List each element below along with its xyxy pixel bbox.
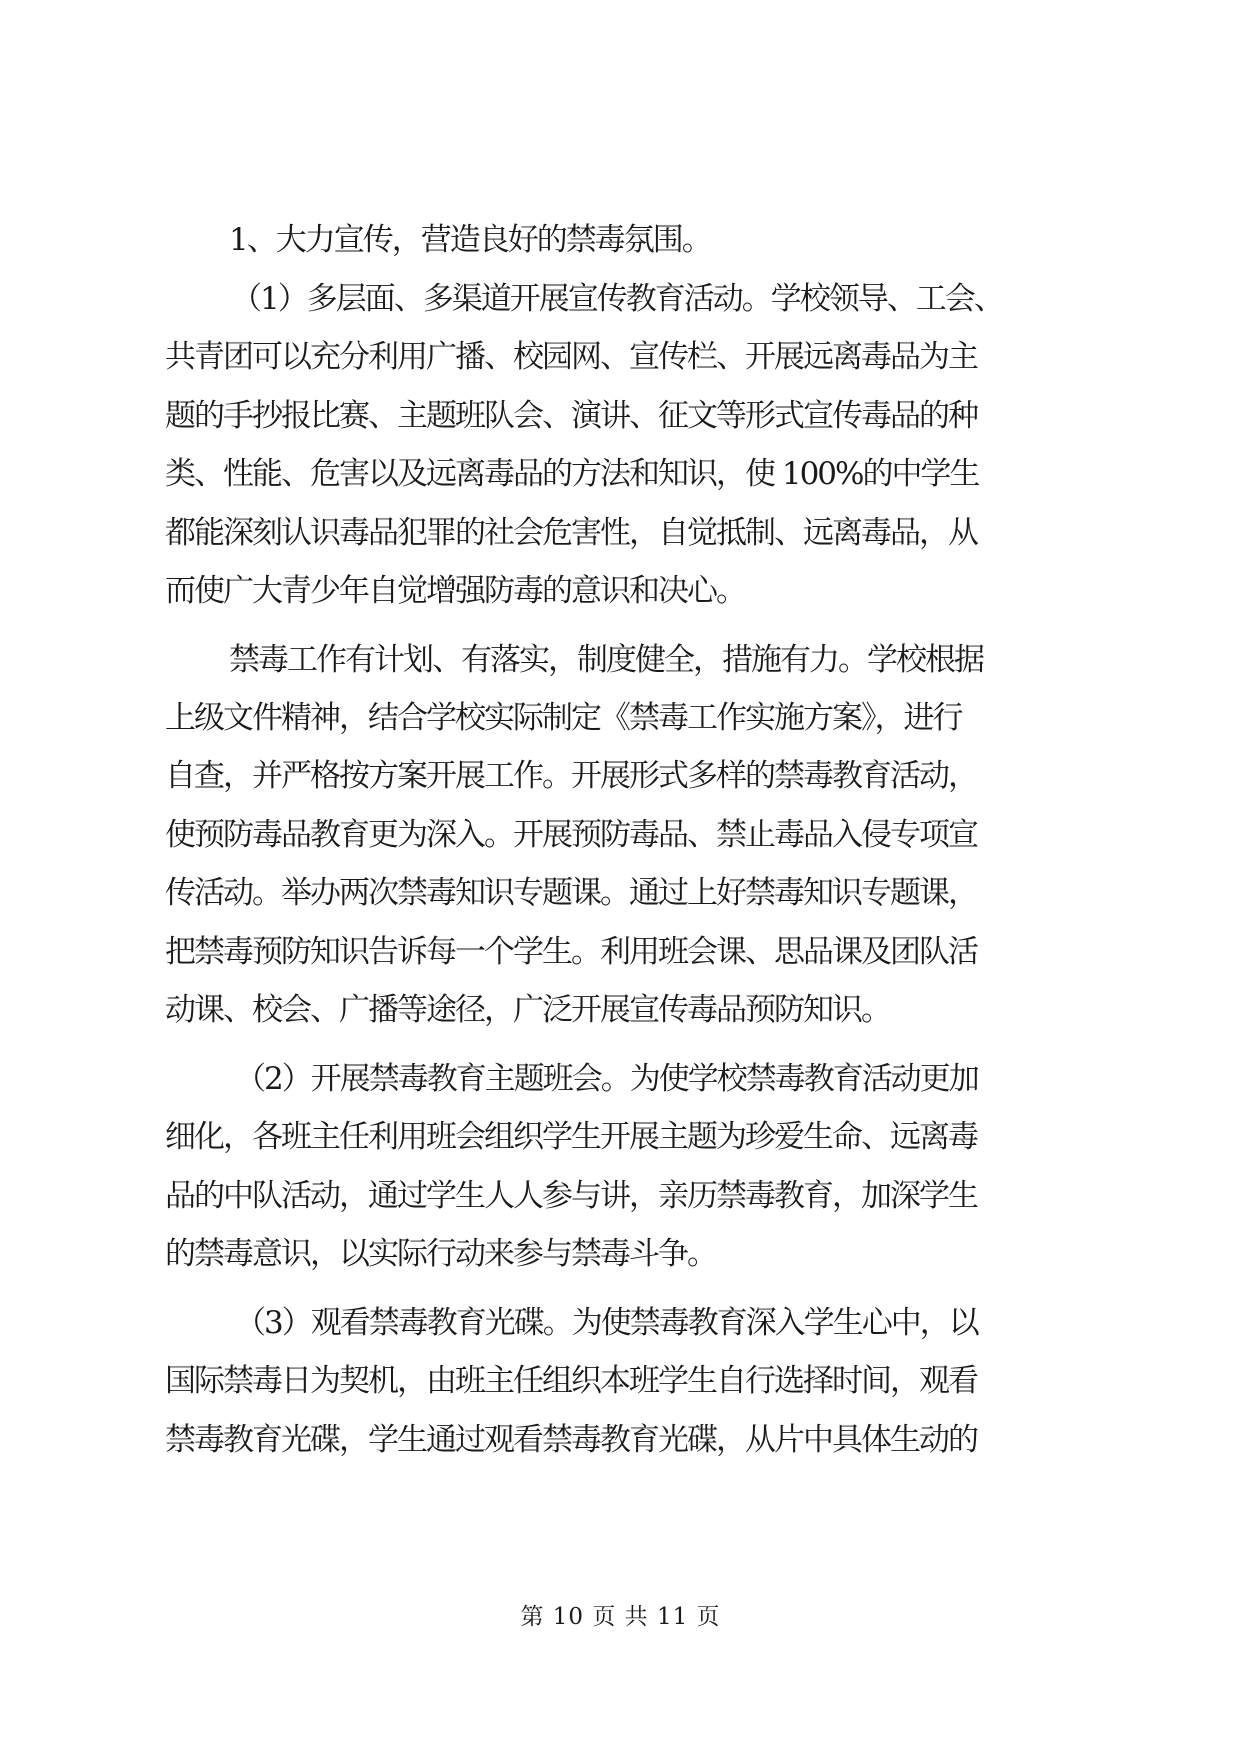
text-line: 的禁毒意识，以实际行动来参与禁毒斗争。 bbox=[165, 1236, 716, 1272]
text-line: 禁毒教育光碟，学生通过观看禁毒教育光碟，从片中具体生动的 bbox=[165, 1422, 977, 1458]
text-line: 细化，各班主任利用班会组织学生开展主题为珍爱生命、远离毒 bbox=[165, 1119, 977, 1155]
text-line: 使预防毒品教育更为深入。开展预防毒品、禁止毒品入侵专项宣 bbox=[165, 817, 977, 853]
text-line: （3）观看禁毒教育光碟。为使禁毒教育深入学生心中，以 bbox=[235, 1305, 978, 1341]
text-line: 把禁毒预防知识告诉每一个学生。利用班会课、思品课及团队活 bbox=[165, 934, 977, 970]
text-line: 传活动。举办两次禁毒知识专题课。通过上好禁毒知识专题课， bbox=[165, 875, 977, 911]
text-line: 上级文件精神，结合学校实际制定《禁毒工作实施方案》，进行 bbox=[165, 700, 962, 736]
text-line: 类、性能、危害以及远离毒品的方法和知识，使 100%的中学生 bbox=[165, 456, 979, 492]
text-line: 1、大力宣传，营造良好的禁毒氛围。 bbox=[229, 222, 711, 258]
text-line: 禁毒工作有计划、有落实，制度健全，措施有力。学校根据 bbox=[229, 642, 983, 678]
text-line: 自查，并严格按方案开展工作。开展形式多样的禁毒教育活动， bbox=[165, 758, 977, 794]
text-line: （1）多层面、多渠道开展宣传教育活动。学校领导、工会、 bbox=[231, 281, 1003, 317]
text-line: 共青团可以充分利用广播、校园网、宣传栏、开展远离毒品为主 bbox=[165, 339, 977, 375]
text-line: 动课、校会、广播等途径，广泛开展宣传毒品预防知识。 bbox=[165, 992, 890, 1028]
text-line: 而使广大青少年自觉增强防毒的意识和决心。 bbox=[165, 573, 745, 609]
text-line: 国际禁毒日为契机，由班主任组织本班学生自行选择时间，观看 bbox=[165, 1363, 977, 1399]
page-number-footer: 第 10 页 共 11 页 bbox=[520, 1604, 721, 1630]
text-line: 都能深刻认识毒品犯罪的社会危害性，自觉抵制、远离毒品，从 bbox=[165, 515, 977, 551]
text-line: （2）开展禁毒教育主题班会。为使学校禁毒教育活动更加 bbox=[235, 1061, 978, 1097]
text-line: 题的手抄报比赛、主题班队会、演讲、征文等形式宣传毒品的种 bbox=[165, 398, 977, 434]
text-line: 品的中队活动，通过学生人人参与讲，亲历禁毒教育，加深学生 bbox=[165, 1178, 977, 1214]
